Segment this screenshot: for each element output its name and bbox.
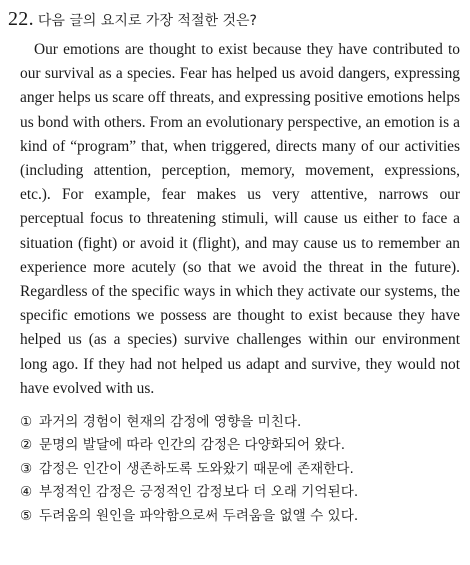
answer-choice-4[interactable] bbox=[20, 481, 462, 504]
answer-choice-5[interactable] bbox=[20, 505, 462, 528]
question-number: 22. bbox=[8, 8, 34, 30]
answer-choice-2[interactable] bbox=[20, 434, 462, 457]
choice-number: ② bbox=[20, 437, 33, 454]
choice-text: 부정적인 감정은 긍정적인 감정보다 더 오래 기억된다. bbox=[39, 484, 359, 501]
question-header bbox=[8, 6, 462, 32]
answer-choice-1[interactable] bbox=[20, 411, 462, 434]
choice-number: ① bbox=[20, 414, 33, 431]
choice-text: 과거의 경험이 현재의 감정에 영향을 미친다. bbox=[39, 414, 302, 431]
answer-choices bbox=[8, 411, 462, 528]
choice-number: ④ bbox=[20, 484, 33, 501]
reading-passage: Our emotions are thought to exist because they have contributed to our survival as a species. Fear has helped us avoid dangers, expressing anger helps us scare off threats, and expressing positive emotions helps us bond with others. From an evolutionary perspective, an emotion is a kind of “program” that, when triggered, directs many of our activities (including attention, perception, memory, movement, expressions, etc.). For example, fear makes us very attentive, narrows our perceptual focus to threatening stimuli, will cause us either to face a situation (fight) or avoid it (flight), and may cause us to remember an experience more acutely (so that we avoid the threat in the future). Regardless of the specific ways in which they activate our systems, the specific emotions we possess are thought to exist because they have helped us (as a species) survive challenges within our environment long ago. If they had not helped us adapt and survive, they would not have evolved with us. bbox=[20, 41, 460, 397]
choice-text: 문명의 발달에 따라 인간의 감정은 다양화되어 왔다. bbox=[39, 437, 346, 454]
choice-number: ③ bbox=[20, 460, 33, 477]
choice-text: 두려움의 원인을 파악함으로써 두려움을 없앨 수 있다. bbox=[39, 507, 359, 524]
choice-text: 감정은 인간이 생존하도록 도와왔기 때문에 존재한다. bbox=[39, 460, 354, 477]
answer-choice-3[interactable] bbox=[20, 458, 462, 481]
choice-number: ⑤ bbox=[20, 507, 33, 524]
question-prompt: 다음 글의 요지로 가장 적절한 것은? bbox=[37, 13, 257, 29]
